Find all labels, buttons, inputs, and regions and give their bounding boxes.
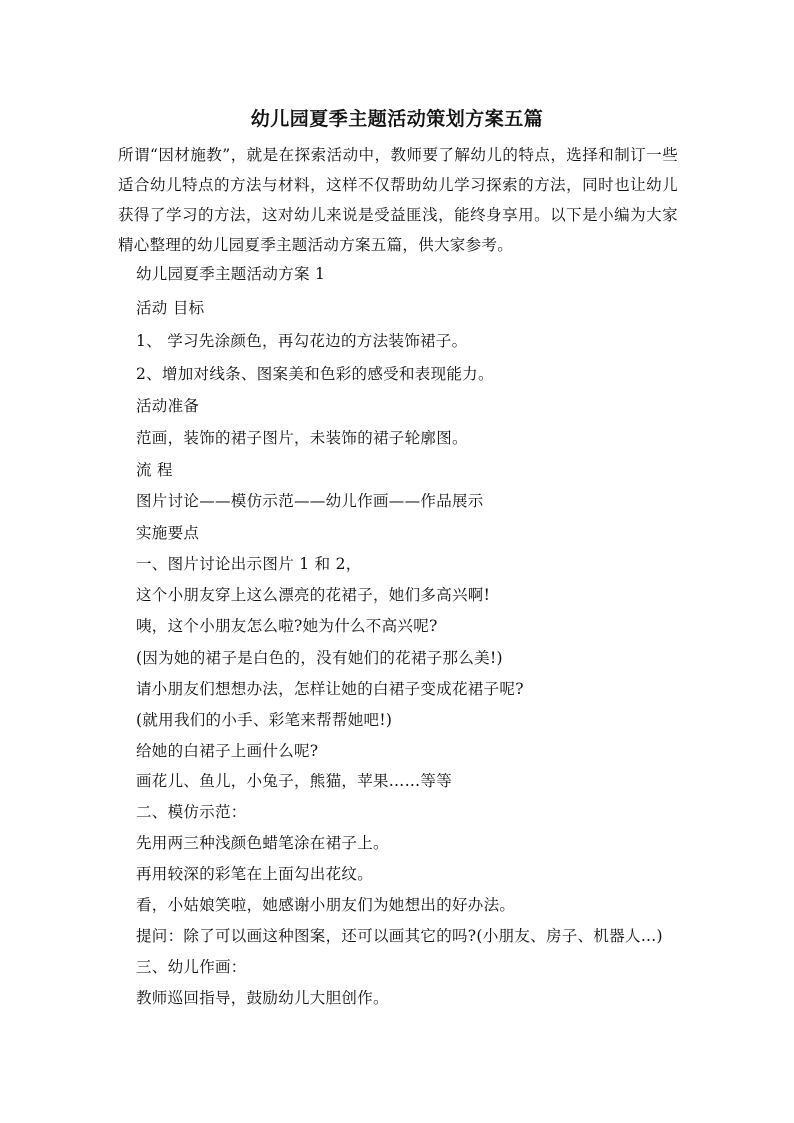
- step-2-line-3: 看，小姑娘笑啦，她感谢小朋友们为她想出的好办法。: [136, 896, 516, 914]
- step-2-line-2: 再用较深的彩笔在上面勾出花纹。: [136, 865, 374, 883]
- goal-item-2: 2、增加对线条、图案美和色彩的感受和表现能力。: [136, 365, 494, 383]
- heading-process: 流 程: [136, 461, 173, 479]
- process-text: 图片讨论——模仿示范——幼儿作画——作品展示: [136, 492, 484, 510]
- step-2-heading: 二、模仿示范：: [136, 803, 247, 821]
- document-title: 幼儿园夏季主题活动策划方案五篇: [250, 108, 544, 130]
- intro-paragraph: 所谓“因材施教”，就是在探索活动中，教师要了解幼儿的特点，选择和制订一些适合幼儿特点的方法与材料，这样不仅帮助幼儿学习探索的方法，同时也让幼儿获得了学习的方法，这对幼儿来说是受益匪浅，能终身享用。以下是小编为大家精心整理的幼儿园夏季主题活动方案五篇，供大家参考。: [118, 146, 678, 254]
- heading-key-points: 实施要点: [136, 524, 200, 542]
- step-1-line-4: 请小朋友们想想办法，怎样让她的白裙子变成花裙子呢?: [136, 680, 524, 698]
- step-1-line-5: (就用我们的小手、彩笔来帮帮她吧!): [136, 711, 393, 729]
- step-1-heading: 一、图片讨论出示图片 1 和 2，: [136, 555, 362, 573]
- step-1-line-6: 给她的白裙子上画什么呢?: [136, 742, 319, 760]
- goal-item-1: 1、 学习先涂颜色，再勾花边的方法装饰裙子。: [136, 332, 468, 350]
- step-2-line-4: 提问：除了可以画这种图案，还可以画其它的吗?(小朋友、房子、机器人…): [136, 927, 663, 945]
- preparation-text: 范画，装饰的裙子图片，未装饰的裙子轮廓图。: [136, 429, 468, 447]
- step-3-heading: 三、幼儿作画：: [136, 958, 247, 976]
- step-1-line-2: 咦，这个小朋友怎么啦?她为什么不高兴呢?: [136, 617, 438, 635]
- heading-activity-goal: 活动 目标: [136, 299, 205, 317]
- step-1-line-3: (因为她的裙子是白色的，没有她们的花裙子那么美!): [136, 649, 503, 667]
- section-heading-plan-1: 幼儿园夏季主题活动方案 1: [136, 265, 326, 283]
- heading-preparation: 活动准备: [136, 397, 200, 415]
- step-1-line-7: 画花儿、鱼儿，小兔子，熊猫，苹果……等等: [136, 772, 453, 790]
- step-3-line-1: 教师巡回指导，鼓励幼儿大胆创作。: [136, 989, 389, 1007]
- step-2-line-1: 先用两三种浅颜色蜡笔涂在裙子上。: [136, 834, 389, 852]
- step-1-line-1: 这个小朋友穿上这么漂亮的花裙子，她们多高兴啊!: [136, 586, 491, 604]
